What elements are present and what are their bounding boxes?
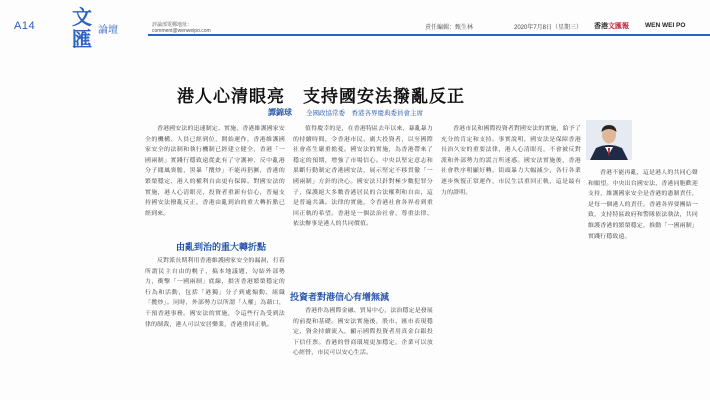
email-label: 評論部電郵地址： bbox=[152, 22, 193, 28]
paragraph: 香港不能再亂，這是港人的共同心聲和願望。中央出台國安法，香港同胞歡迎支持，維護國家安全是香港的憲制責任，是每一個港人的責任。香港各界要團結一致，支持特區政府和警隊依法執法，共同維護香港的繁榮穩定，推動「一國兩制」實踐行穩致遠。 bbox=[588, 170, 698, 240]
column-1-bottom bbox=[145, 256, 285, 396]
author-photo bbox=[586, 120, 632, 160]
paragraph: 香港作為國際金融、貿易中心，法治穩定是發展的前提和基礎。國安法實施後，股市、匯市表現穩定，資金持續流入，顯示國際投資者用真金白銀投下信任票。香港的營商環境更加穩定，企業可以放心經營，市民可以安心生活。 bbox=[293, 308, 433, 357]
masthead-english: WEN WEI PO bbox=[645, 22, 686, 29]
person-portrait-icon bbox=[586, 120, 632, 160]
subheading-1: 由亂到治的重大轉折點 bbox=[176, 243, 267, 253]
paragraph: 反對派長期利用香港維護國家安全的漏洞，打着所謂民主自由的幌子，搞本地議題，勾結外部勢力，衝擊「一國兩制」底線，損害香港繁榮穩定的行為和活動，包括「港獨」分子到處煽動、組織「攬炒」。同時，外部勢力以所謂「人權」為藉口，干預香港事務。國安法的實施，令這些行為受到法律的制裁，港人可以安居樂業，香港重回正軌。 bbox=[145, 258, 285, 328]
masthead-name: 文匯報 bbox=[608, 22, 629, 30]
column-3 bbox=[441, 124, 581, 396]
column-2-top bbox=[293, 124, 433, 282]
page-number: A14 bbox=[14, 20, 36, 32]
author-name: 譚錦球 bbox=[268, 108, 292, 117]
masthead-prefix: 香港 bbox=[594, 22, 608, 30]
subheading-2: 投資者對港信心有增無減 bbox=[290, 293, 390, 303]
section-title: 文匯 bbox=[72, 5, 92, 51]
email-address: comment@wenweipo.com bbox=[152, 28, 211, 34]
masthead-logo bbox=[594, 21, 629, 31]
issue-date: 2020年7月8日（星期三） bbox=[514, 25, 583, 31]
column-4 bbox=[588, 168, 698, 396]
paragraph: 香港國安法的迅速制定、實施，香港維護國家安全的機構、人員已經到位，開始運作，香港維護國家安全的法制和執行機制已經建立健全，香港「一國兩制」實踐行穩致遠從此有了守護神，反中亂港分子聞風喪膽，黑暴「攬炒」不能再猖獗，香港的繁榮穩定、港人的權利自由更有保障。對國安法的實施，港人心清眼亮，投資者重新有信心，普遍支持國安法撥亂反正，香港由亂到治的重大轉折點已經到來。 bbox=[145, 126, 285, 217]
header-rule bbox=[148, 34, 710, 36]
article-headline: 港人心清眼亮 支持國安法撥亂反正 bbox=[177, 87, 465, 107]
author-title: 全國政協常委 香港各界慶典委員會主席 bbox=[306, 109, 423, 117]
column-1-top bbox=[145, 124, 285, 236]
editor-credit: 責任編輯：甄生林 bbox=[425, 25, 474, 31]
section-subtitle: 論壇 bbox=[98, 25, 118, 36]
paragraph: 值得慶幸的是，在香港特區去年以來，暴亂暴力的持續時間，令香港市民、廣大投資者，以至國際社會產生嚴重擔憂。國安法的實施，為香港帶來了穩定的預期，增強了市場信心。中央以堅定意志和果斷行動制定香港國安法，展示堅定不移貫徹「一國兩制」方針的決心。國安法只針對極少數犯罪分子，保護絕大多數香港居民的合法權利和自由，這是普遍共識。法律的實施，令香港社會各界看到重回正軌的希望。香港是一個法治社會，尊重法律、依法辦事是港人的共同價值。 bbox=[293, 126, 433, 228]
column-2-bottom bbox=[293, 306, 433, 396]
paragraph: 香港市民和國際投資者對國安法的實施，給予了充分的肯定和支持。事實說明，國安法是保障香港長治久安的重要法律，港人心清眼亮，不會被反對派和外部勢力的謊言所迷惑。國安法實施後，香港社會秩序明顯好轉，街頭暴力大幅減少，各行各業逐步恢復正常運作，市民生活重回正軌，這是最有力的證明。 bbox=[441, 126, 581, 196]
